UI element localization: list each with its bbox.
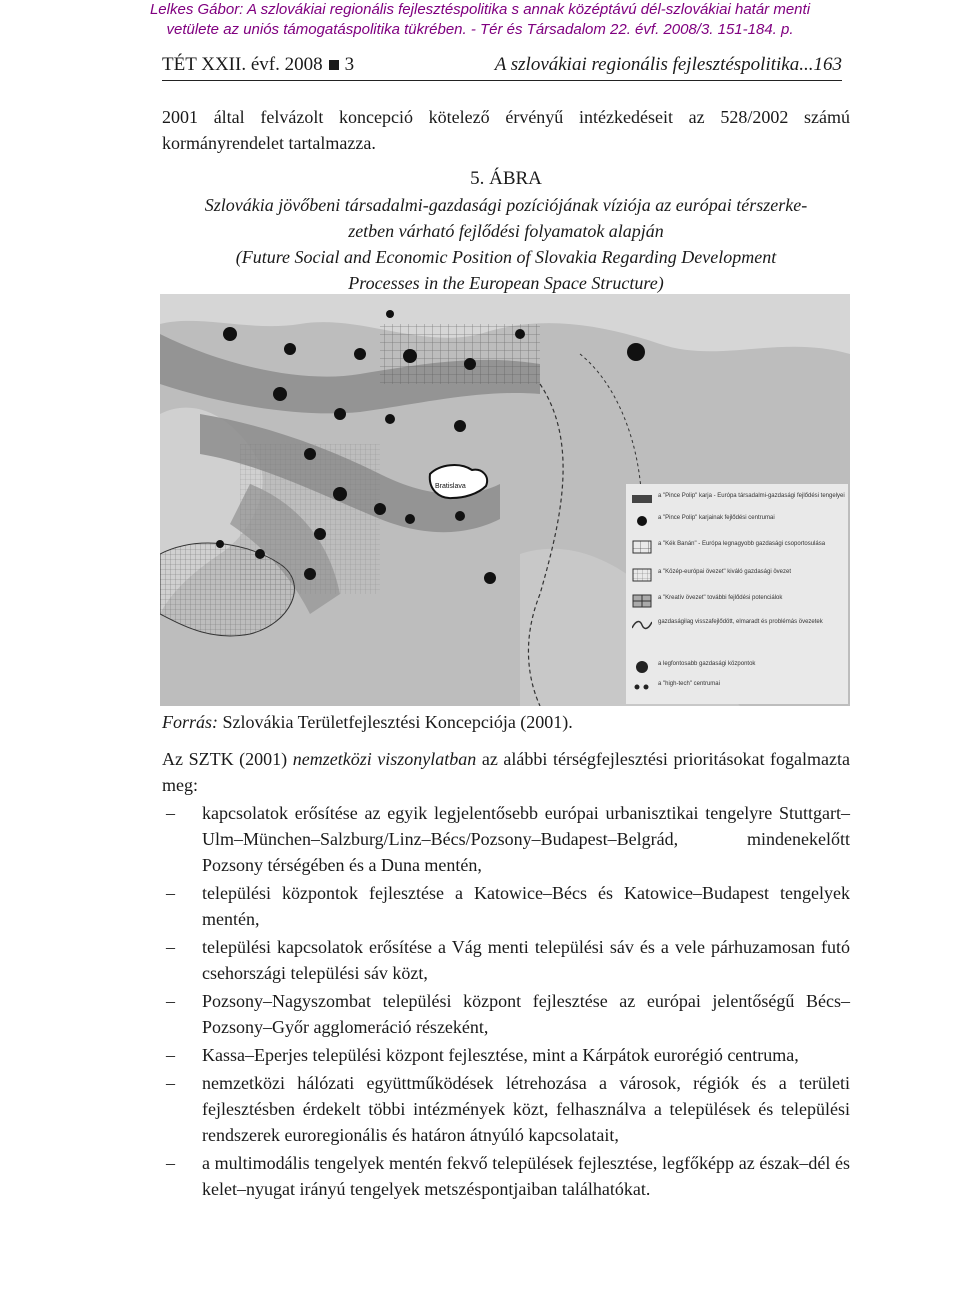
running-head [162,52,842,81]
figure-title-en-1: (Future Social and Economic Position of Slovakia Regarding Development [235,247,777,267]
priority-list [162,800,850,1204]
dash-bullet: – [166,991,175,1011]
figure-title-en-2: Processes in the European Space Structure) [348,273,664,293]
legend-text: gazdaságilag visszafejlődött, elmaradt és problémás övezetek [658,619,823,625]
big-dot-icon [632,660,652,674]
legend-text: a "Közép-európai övezet" kiváló gazdasági övezet [658,569,792,575]
legend-text: a "Pince Polip" karjainak fejlődési centrumai [658,515,775,521]
list-item-text: nemzetközi hálózati együttműködések létrehozása a városok, régiók és a területi fejlesztésben érdekelt többi intézmények közt, felhasználva a települések és települési rendszerek euroregionális és határon átnyúló kapcsolatait, [202,1073,850,1145]
source-label: Forrás: [162,712,219,732]
body-text-italic: nemzetközi viszonylatban [292,749,477,769]
list-item [162,934,850,986]
figure-title-hu-1: Szlovákia jövőbeni társadalmi-gazdasági pozíciójának víziója az európai térszerke- [204,195,808,215]
legend-text: a "Pince Polip" karja - Európa társadalmi-gazdasági fejlődési tengelyei [658,493,845,499]
wave-line-icon [632,618,652,632]
figure-number: 5. ÁBRA [470,168,542,189]
europe-vision-map [160,294,850,706]
fine-grid-icon [632,568,652,582]
dash-bullet: – [166,803,175,823]
intro-paragraph: 2001 által felvázolt koncepció kötelező érvényű intézkedéseit az 528/2002 számú kormányrendelet tartalmazza. [162,107,850,153]
legend-text: a legfontosabb gazdasági központok [658,661,756,667]
list-item-text: települési kapcsolatok erősítése a Vág menti települési sáv és a vele párhuzamosan futó csehországi települési sáv közt, [202,937,850,983]
list-item [162,1042,850,1068]
source-text: Szlovákia Területfejlesztési Koncepciója (2001). [222,712,573,732]
list-item [162,988,850,1040]
list-item-text: Pozsony–Nagyszombat települési központ fejlesztése az európai jelentőségű Bécs–Pozsony–Győr agglomeráció részeként, [202,991,850,1037]
list-item [162,800,850,878]
list-item-text: Kassa–Eperjes települési központ fejlesztése, mint a Kárpátok eurorégió centruma, [202,1045,799,1065]
journal-issue: TÉT XXII. évf. 2008 [162,54,323,75]
legend-text: a "high-tech" centrumai [658,681,720,687]
figure-source [162,712,573,733]
axis-band-icon [632,492,652,506]
list-item-text: kapcsolatok erősítése az egyik legjelentősebb európai urbanisztikai tengelyre Stuttgart–Ulm–München–Salzburg/Linz–Bécs/Pozsony–Budapest–Belgrád, mindenekelőtt Pozsony térségében és a Duna mentén, [202,803,850,875]
map-label-bratislava: Bratislava [435,483,466,490]
center-dot-icon [632,514,652,528]
list-item-text: a multimodális tengelyek mentén fekvő települések fejlesztése, legfőképp az észak–dél és kelet–nyugat irányú tengelyek metszéspontjaiban találhatókat. [202,1153,850,1199]
square-bullet-icon [329,60,339,70]
figure-title-hu-2: zetben várható fejlődési folyamatok alapján [348,221,664,241]
list-item [162,1150,850,1202]
dash-bullet: – [166,1153,175,1173]
list-item-text: települési központok fejlesztése a Katowice–Bécs és Katowice–Budapest tengelyek mentén, [202,883,850,929]
body-paragraph [162,746,850,798]
dash-bullet: – [166,1073,175,1093]
body-text-end: az alábbi térségfejlesztési prioritásokat fogalmazta meg: [162,749,850,795]
dash-bullet: – [166,1045,175,1065]
body-text-start: Az SZTK (2001) [162,749,293,769]
grid-pattern-icon [632,540,652,554]
citation-line-1: Lelkes Gábor: A szlovákiai regionális fejlesztéspolitika s annak középtávú dél-szlovákiai határ menti [149,1,811,18]
list-item [162,1070,850,1148]
figure-title [162,192,850,296]
legend-text: a "Kék Banán" - Európa legnagyobb gazdasági csoportosulása [658,541,826,547]
small-dots-icon [632,680,652,694]
citation-line-2: vetülete az uniós támogatáspolitika tükrében. - Tér és Társadalom 22. évf. 2008/3. 151-184. p. [166,21,794,38]
citation-header [0,0,960,40]
list-item [162,880,850,932]
dash-bullet: – [166,937,175,957]
map-legend [626,484,848,704]
legend-text: a "Kreatív övezet" további fejlődési potenciálok [658,595,783,601]
running-head-left [162,54,354,76]
dash-bullet: – [166,883,175,903]
issue-number: 3 [344,54,355,75]
running-head-right: A szlovákiai regionális fejlesztéspolitika...163 [494,54,842,75]
hatch-icon [632,594,652,608]
